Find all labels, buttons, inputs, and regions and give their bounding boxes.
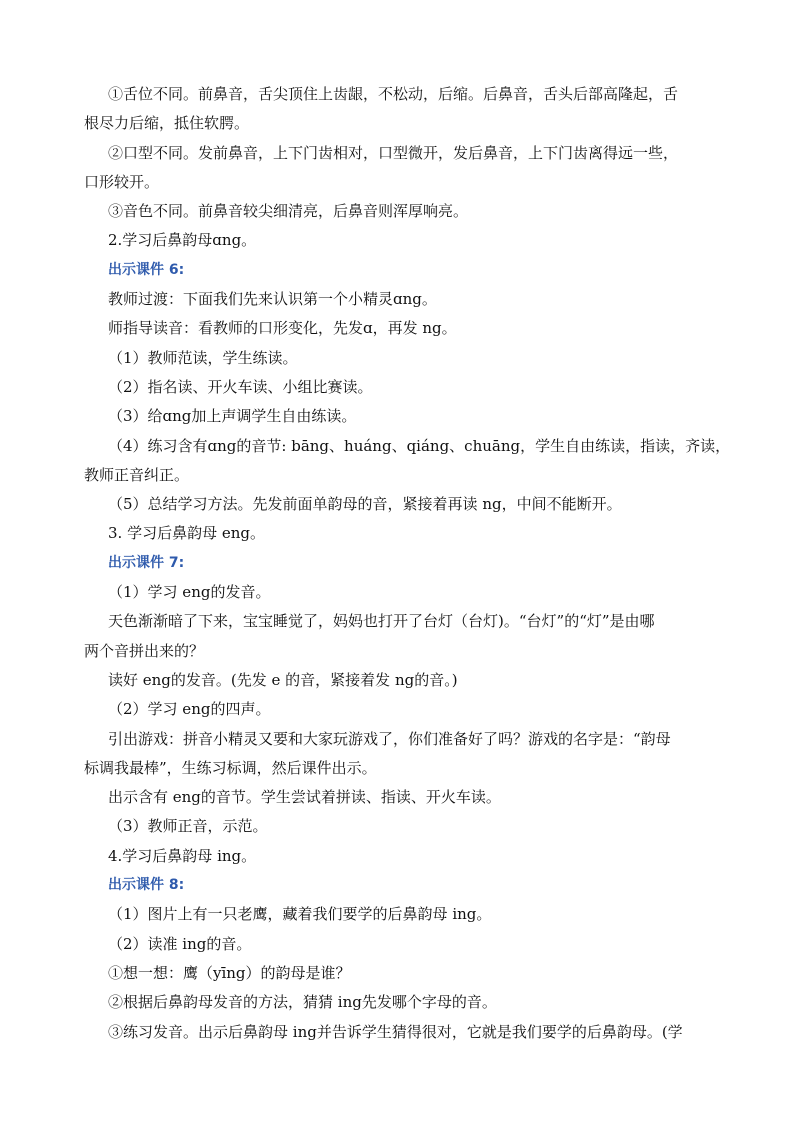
text-line: 天色渐渐暗了下来，宝宝睡觉了，妈妈也打开了台灯（台灯)。“台灯”的“灯”是由哪 — [108, 612, 655, 631]
text-line: 4.学习后鼻韵母 ing。 — [108, 846, 257, 865]
text-line: 出示含有 eng的音节。学生尝试着拼读、指读、开火车读。 — [108, 788, 501, 807]
text-line: （2）学习 eng的四声。 — [108, 700, 271, 719]
text-line: 2.学习后鼻韵母ɑng。 — [108, 231, 257, 250]
text-line: ②根据后鼻韵母发音的方法，猜猜 ing先发哪个字母的音。 — [108, 993, 497, 1012]
text-line: ①舌位不同。前鼻音，舌尖顶住上齿龈，不松动，后缩。后鼻音，舌头后部高隆起，舌 — [108, 85, 679, 103]
text-line: 标调我最棒”，生练习标调，然后课件出示。 — [84, 758, 377, 777]
text-line: （5）总结学习方法。先发前面单韵母的音，紧接着再读 ng，中间不能断开。 — [108, 495, 622, 514]
text-line: （4）练习含有ɑng的音节: bāng、huáng、qiáng、chuāng，学生自由练读，指读，齐读， — [108, 436, 731, 455]
document-body — [84, 80, 731, 1047]
section-label: 出示课件 8: — [108, 877, 185, 894]
text-line: 引出游戏：拼音小精灵又要和大家玩游戏了，你们准备好了吗？游戏的名字是：“韵母 — [108, 729, 671, 748]
text-line: （1）图片上有一只老鹰，藏着我们要学的后鼻韵母 ing。 — [108, 905, 492, 924]
section-label: 出示课件 7: — [108, 554, 185, 571]
text-line: 3. 学习后鼻韵母 eng。 — [108, 524, 265, 543]
text-line: ③音色不同。前鼻音较尖细清亮，后鼻音则浑厚响亮。 — [108, 202, 469, 221]
text-line: （2）指名读、开火车读、小组比赛读。 — [108, 377, 373, 396]
text-line: 根尽力后缩，抵住软腭。 — [84, 114, 250, 133]
text-line: ②口型不同。发前鼻音，上下门齿相对，口型微开，发后鼻音，上下门齿离得远一些， — [108, 143, 679, 162]
text-line: 师指导读音：看教师的口形变化，先发ɑ，再发 ng。 — [108, 319, 457, 338]
text-line: 口形较开。 — [84, 172, 160, 191]
text-line: 教师过渡：下面我们先来认识第一个小精灵ɑng。 — [108, 290, 437, 309]
text-line: （3）教师正音，示范。 — [108, 817, 268, 836]
text-line: （1）教师范读，学生练读。 — [108, 348, 298, 367]
text-line: 教师正音纠正。 — [84, 465, 190, 484]
text-line: （2）读准 ing的音。 — [108, 934, 252, 953]
section-label: 出示课件 6: — [108, 261, 185, 278]
text-line: 读好 eng的发音。(先发 e 的音，紧接着发 ng的音。) — [108, 670, 458, 689]
text-line: ③练习发音。出示后鼻韵母 ing并告诉学生猜得很对，它就是我们要学的后鼻韵母。(学 — [108, 1022, 683, 1041]
text-line: （3）给ɑng加上声调学生自由练读。 — [108, 407, 357, 426]
text-line: 两个音拼出来的？ — [84, 641, 205, 660]
text-line: （1）学习 eng的发音。 — [108, 583, 271, 602]
text-line: ①想一想：鹰（yīng）的韵母是谁？ — [108, 963, 351, 982]
